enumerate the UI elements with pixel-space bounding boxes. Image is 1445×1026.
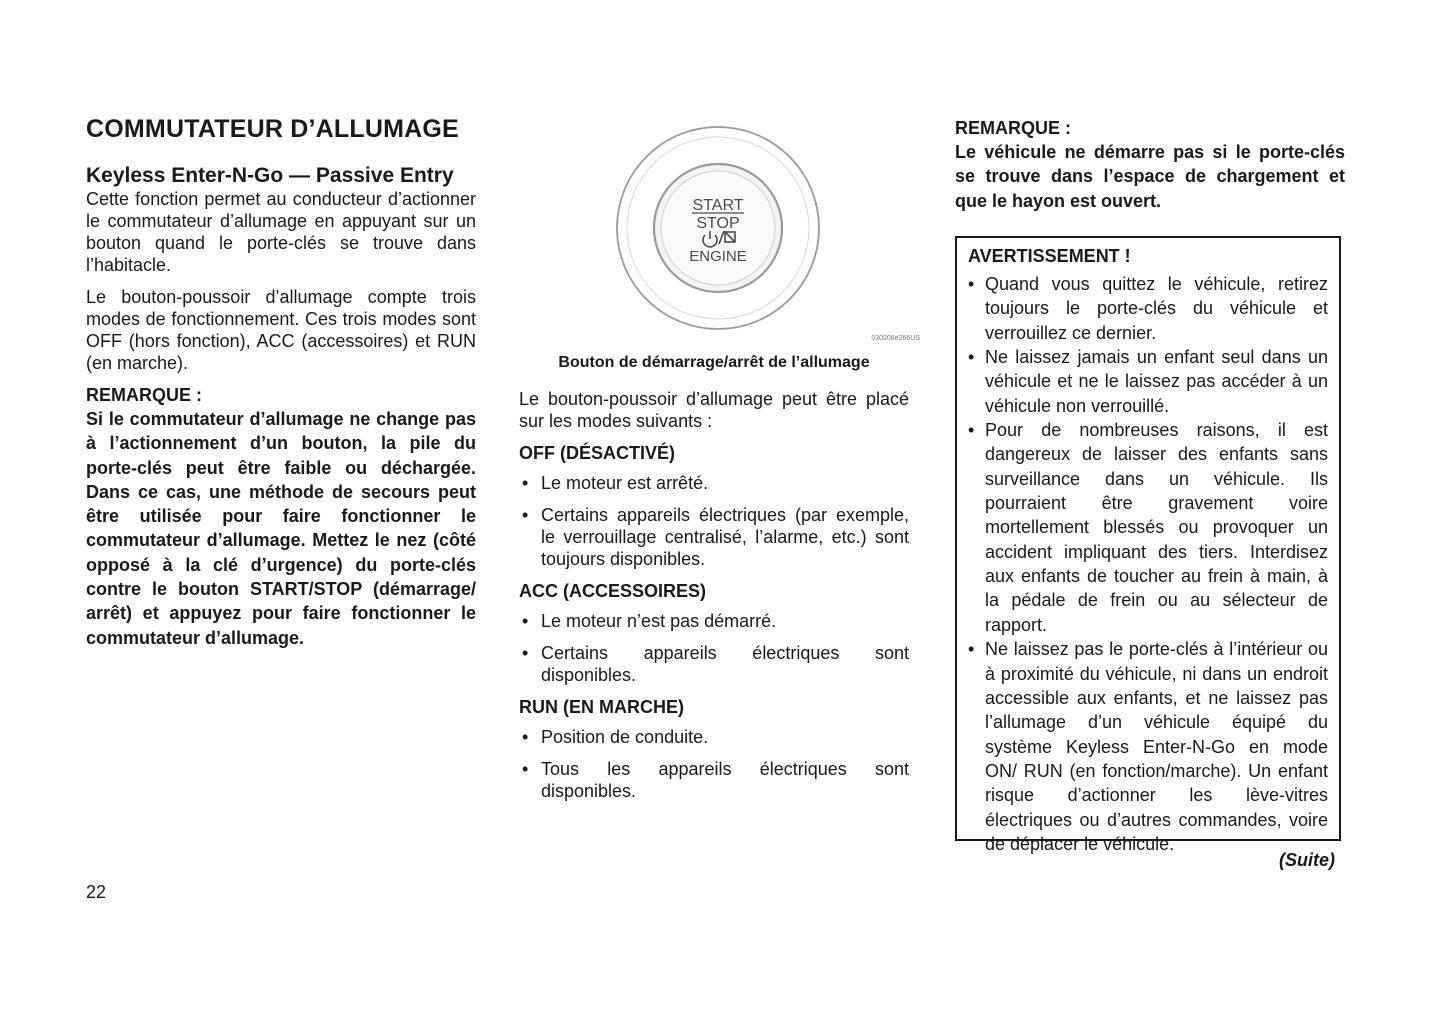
start-stop-button-illustration <box>522 118 922 344</box>
mode-run-list <box>519 726 909 802</box>
list-item: • Position de conduite. <box>519 726 909 748</box>
button-stop-text: STOP <box>696 215 740 232</box>
mode-acc-list <box>519 610 909 686</box>
note-text: Si le commutateur d’allumage ne change pas à l’actionnement d’un bouton, la pile du porte-clés peut être faible ou déchargée. Dans ce cas, une méthode de secours peut être utilisée pour faire fonctionner le commutateur d’allumage. Mettez le nez (côté opposé à la clé d’urgence) du porte-clés contre le bouton START/STOP (démarrage/ arrêt) et appuyez pour faire fonctionner le commutateur d’allumage. <box>86 409 476 648</box>
note-label: REMARQUE : <box>86 385 202 405</box>
warning-list <box>968 272 1328 856</box>
ignition-modes <box>519 388 909 812</box>
mode-label-off: OFF (DÉSACTIVÉ) <box>519 443 675 463</box>
mode-off-list <box>519 472 909 570</box>
mode-label-acc: ACC (ACCESSOIRES) <box>519 581 707 601</box>
warning-item: • Ne laissez jamais un enfant seul dans un véhicule et ne le laissez pas accéder à un véhicule non verrouillé. <box>968 345 1328 418</box>
warning-label: AVERTISSEMENT ! <box>968 246 1131 266</box>
mode-label-run: RUN (EN MARCHE) <box>519 697 684 717</box>
figure-caption: Bouton de démarrage/arrêt de l’allumage <box>558 354 870 371</box>
button-engine-text: ENGINE <box>689 248 747 265</box>
warning-box <box>955 236 1341 854</box>
continued-label: (Suite) <box>1279 850 1335 870</box>
list-item: • Certains appareils électriques sont disponibles. <box>519 642 909 686</box>
page-number: 22 <box>86 882 107 902</box>
page-title: COMMUTATEUR D’ALLUMAGE <box>86 115 459 143</box>
warning-item: • Ne laissez pas le porte-clés à l’intérieur ou à proximité du véhicule, ni dans un endroit accessible aux enfants, et ne laissez pas l’allumage d’un véhicule équipé du système Keyless Enter-N-Go en mode ON/ RUN (en fonction/marche). Un enfant risque d’actionner les lève-vitres électriques ou d’autres commandes, voire de déplacer le véhicule. <box>968 637 1328 856</box>
start-stop-button-figure <box>522 118 922 344</box>
button-start-text: START <box>692 197 744 214</box>
section-subtitle: Keyless Enter-N-Go — Passive Entry <box>86 164 454 187</box>
note-label-right: REMARQUE : <box>955 118 1071 138</box>
note-text-right: Le véhicule ne démarre pas si le porte-clés se trouve dans l’espace de chargement et que le hayon est ouvert. <box>955 142 1345 211</box>
warning-item: • Pour de nombreuses raisons, il est dangereux de laisser des enfants sans surveillance dans un véhicule. Ils pourraient être gravement voire mortellement blessés ou provoquer un accident impliquant des tiers. Interdisez aux enfants de toucher au frein à main, à la pédale de frein ou au sélecteur de rapport. <box>968 418 1328 637</box>
list-item: • Le moteur n’est pas démarré. <box>519 610 909 632</box>
list-item: • Le moteur est arrêté. <box>519 472 909 494</box>
image-reference-code: 030208e266US <box>871 335 920 342</box>
list-item: • Tous les appareils électriques sont disponibles. <box>519 758 909 802</box>
intro-paragraph: Cette fonction permet au conducteur d’actionner le commutateur d’allumage en appuyant sur un bouton quand le porte-clés se trouve dans l’habitacle. <box>86 189 476 275</box>
modes-intro: Le bouton-poussoir d’allumage peut être placé sur les modes suivants : <box>519 389 909 431</box>
warning-item: • Quand vous quittez le véhicule, retirez toujours le porte-clés du véhicule et verrouillez ce dernier. <box>968 272 1328 345</box>
list-item: • Certains appareils électriques (par exemple, le verrouillage centralisé, l’alarme, etc.) sont toujours disponibles. <box>519 504 909 570</box>
modes-paragraph: Le bouton-poussoir d’allumage compte trois modes de fonctionnement. Ces trois modes sont OFF (hors fonction), ACC (accessoires) et RUN (en marche). <box>86 287 476 373</box>
